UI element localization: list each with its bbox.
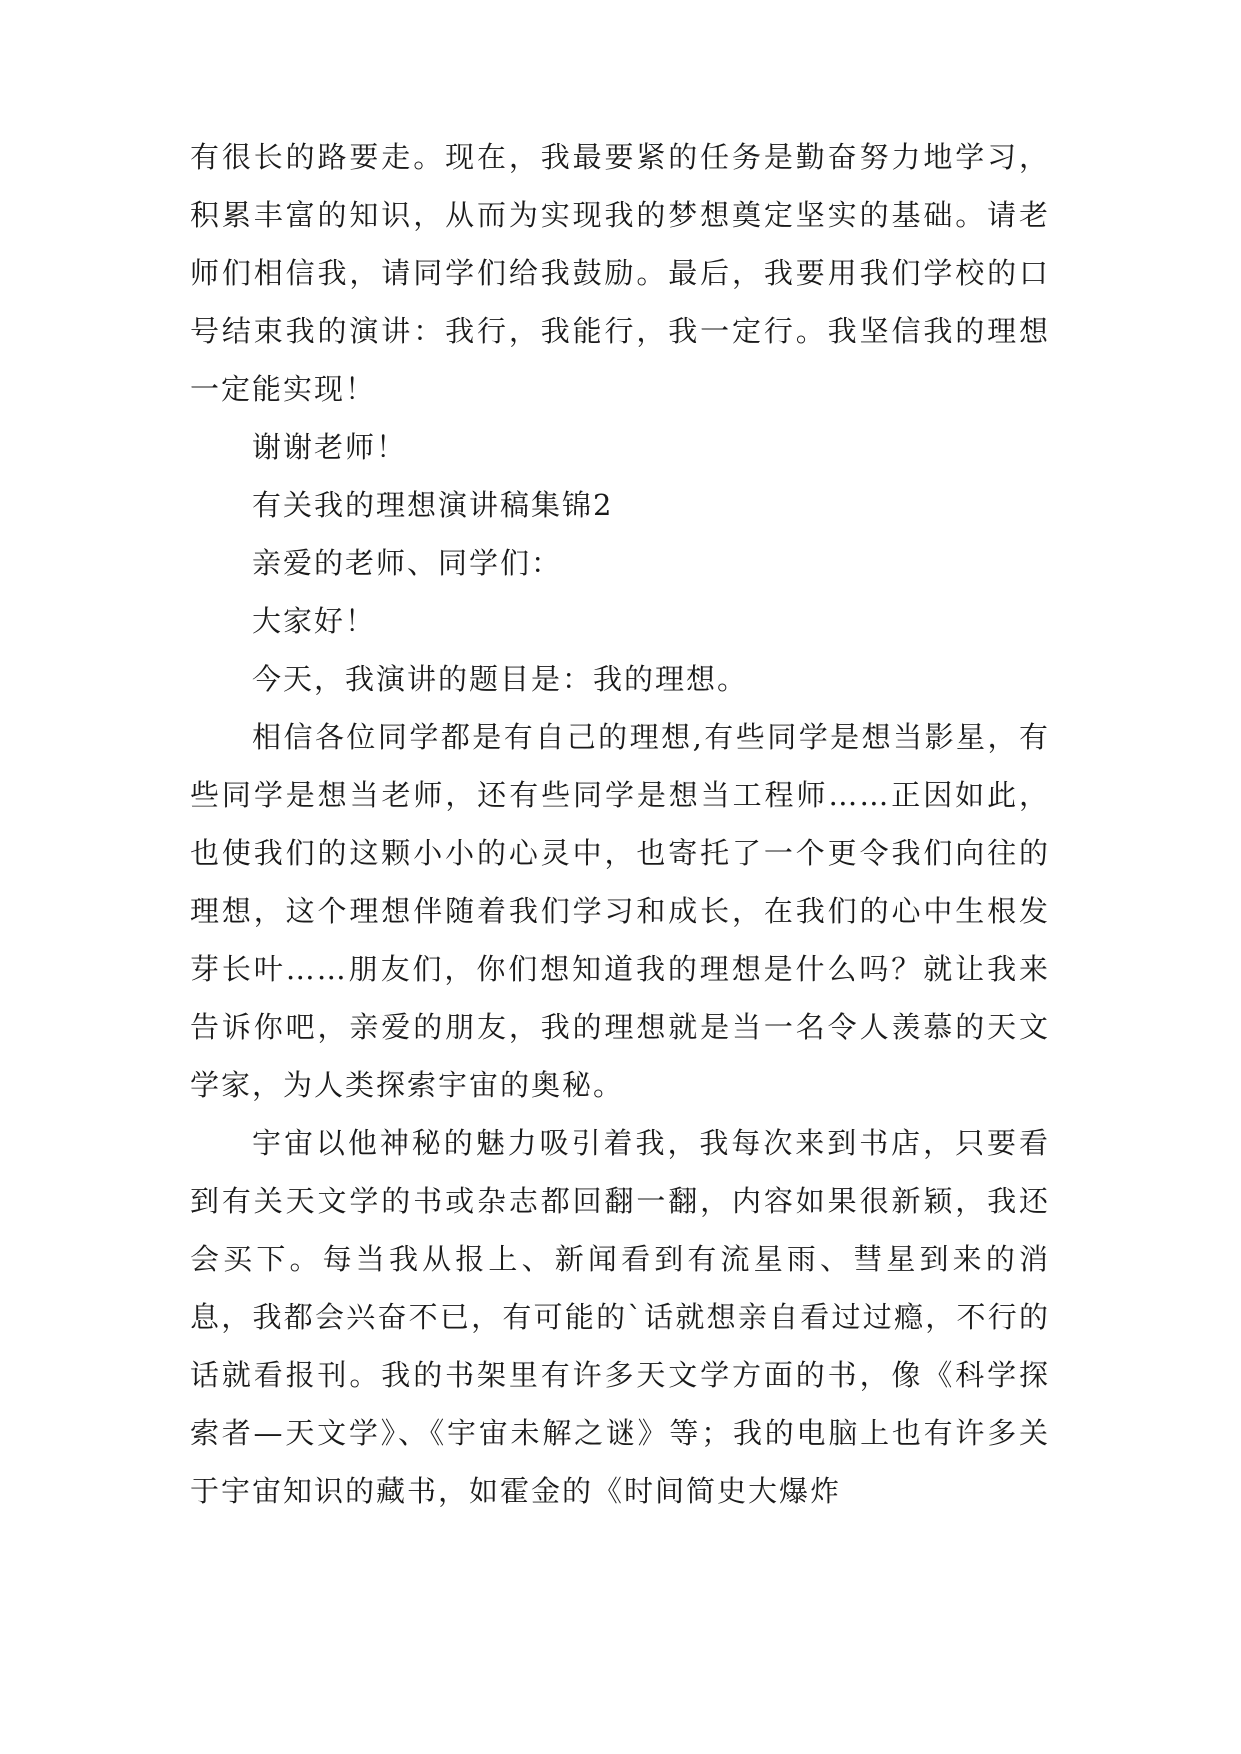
paragraph-topic: 今天，我演讲的题目是：我的理想。 xyxy=(252,662,749,696)
paragraph-salutation: 亲爱的老师、同学们： xyxy=(252,546,563,580)
paragraph-greeting: 大家好！ xyxy=(252,604,377,638)
paragraph-closing-speech: 有很长的路要走。现在，我最要紧的任务是勤奋努力地学习，积累丰富的知识，从而为实现我的梦想奠定坚实的基础。请老师们相信我，请同学们给我鼓励。最后，我要用我们学校的口号结束我的演讲：我行，我能行，我一定行。我坚信我的理想一定能实现！ xyxy=(190,140,1050,406)
paragraph-ideals: 相信各位同学都是有自己的理想,有些同学是想当影星，有些同学是想当老师，还有些同学是想当工程师……正因如此，也使我们的这颗小小的心灵中，也寄托了一个更令我们向往的理想，这个理想伴随着我们学习和成长，在我们的心中生根发芽长叶……朋友们，你们想知道我的理想是什么吗？就让我来告诉你吧，亲爱的朋友，我的理想就是当一名令人羡慕的天文学家，为人类探索宇宙的奥秘。 xyxy=(190,720,1050,1102)
document-body xyxy=(190,128,1050,1520)
paragraph-thanks: 谢谢老师！ xyxy=(252,430,408,464)
paragraph-universe: 宇宙以他神秘的魅力吸引着我，我每次来到书店，只要看到有关天文学的书或杂志都回翻一翻，内容如果很新颖，我还会买下。每当我从报上、新闻看到有流星雨、彗星到来的消息，我都会兴奋不已，有可能的`话就想亲自看过过瘾，不行的话就看报刊。我的书架里有许多天文学方面的书，像《科学探索者—天文学》、《宇宙未解之谜》等；我的电脑上也有许多关于宇宙知识的藏书，如霍金的《时间简史大爆炸 xyxy=(190,1126,1050,1508)
section-heading: 有关我的理想演讲稿集锦2 xyxy=(252,488,614,522)
